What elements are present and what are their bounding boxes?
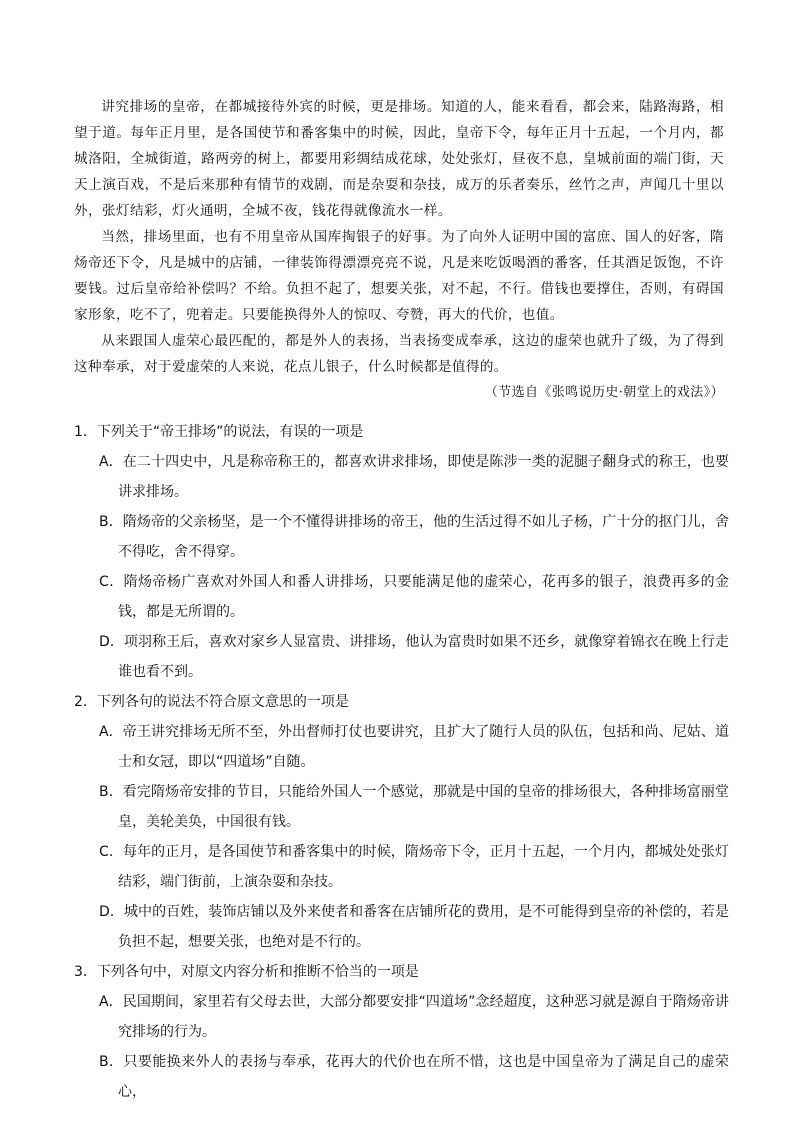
- option-a: A．帝王讲究排场无所不至，外出督师打仗也要讲究，且扩大了随行人员的队伍，包括和尚、尼姑、道士和女冠，即以“四道场”自随。: [99, 724, 729, 770]
- reading-passage: [74, 94, 724, 406]
- option-d: D．项羽称王后，喜欢对家乡人显富贵、讲排场，他认为富贵时如果不还乡，就像穿着锦衣在晚上行走谁也看不到。: [99, 634, 729, 680]
- passage-source: （节选自《张鸣说历史·朝堂上的戏法》）: [484, 385, 724, 400]
- passage-paragraph: 讲究排场的皇帝，在都城接待外宾的时候，更是排场。知道的人，能来看看，都会来，陆路海路，相望于道。每年正月里，是各国使节和番客集中的时候，因此，皇帝下令，每年正月十五起，一个月内，都城洛阳，全城街道，路两旁的树上，都要用彩绸结成花球，处处张灯，昼夜不息，皇城前面的端门街，天天上演百戏，不是后来那种有情节的戏剧，而是杂耍和杂技，成万的乐者奏乐，丝竹之声，声闻几十里以外，张灯结彩，灯火通明，全城不夜，钱花得就像流水一样。: [74, 99, 724, 219]
- option-a: A．民国期间，家里若有父母去世，大部分都要安排“四道场”念经超度，这种恶习就是源自于隋炀帝讲究排场的行为。: [99, 994, 729, 1040]
- question-stem: 1．下列关于“帝王排场”的说法，有误的一项是: [74, 424, 364, 440]
- option-c: C．每年的正月，是各国使节和番客集中的时候，隋炀帝下令，正月十五起，一个月内，都城处处张灯结彩，端门街前，上演杂耍和杂技。: [99, 844, 729, 890]
- question-stem: 3．下列各句中，对原文内容分析和推断不恰当的一项是: [74, 964, 419, 980]
- question-list: [74, 417, 729, 1107]
- option-a: A．在二十四史中，凡是称帝称王的，都喜欢讲求排场，即使是陈涉一类的泥腿子翻身式的称王，也要讲求排场。: [99, 454, 729, 500]
- question-3: [74, 957, 729, 1107]
- option-c: C．隋炀帝杨广喜欢对外国人和番人讲排场，只要能满足他的虚荣心，花再多的银子，浪费再多的金钱，都是无所谓的。: [99, 574, 729, 620]
- question-1: [74, 417, 729, 687]
- passage-paragraph: 当然，排场里面，也有不用皇帝从国库掏银子的好事。为了向外人证明中国的富庶、国人的好客，隋炀帝还下令，凡是城中的店铺，一律装饰得漂漂亮亮不说，凡是来吃饭喝酒的番客，任其酒足饭饱，不许要钱。过后皇帝给补偿吗？不给。负担不起了，想要关张，对不起，不行。借钱也要撑住，否则，有碍国家形象，吃不了，兜着走。只要能换得外人的惊叹、夸赞，再大的代价，也值。: [74, 229, 724, 323]
- option-d: D．城中的百姓，装饰店铺以及外来使者和番客在店铺所花的费用，是不可能得到皇帝的补偿的，若是负担不起，想要关张，也绝对是不行的。: [99, 904, 729, 950]
- option-b: B．只要能换来外人的表扬与奉承，花再大的代价也在所不惜，这也是中国皇帝为了满足自己的虚荣心，: [99, 1054, 729, 1100]
- passage-paragraph: 从来跟国人虚荣心最匹配的，都是外人的表扬，当表扬变成奉承，这边的虚荣也就升了级，为了得到这种奉承，对于爱虚荣的人来说，花点儿银子，什么时候都是值得的。: [74, 333, 724, 375]
- option-b: B．隋炀帝的父亲杨坚，是一个不懂得讲排场的帝王，他的生活过得不如儿子杨，广十分的抠门儿，舍不得吃，舍不得穿。: [99, 514, 729, 560]
- question-2: [74, 687, 729, 957]
- option-b: B．看完隋炀帝安排的节目，只能给外国人一个感觉，那就是中国的皇帝的排场很大，各种排场富丽堂皇，美轮美奂，中国很有钱。: [99, 784, 729, 830]
- question-stem: 2．下列各句的说法不符合原文意思的一项是: [74, 694, 349, 710]
